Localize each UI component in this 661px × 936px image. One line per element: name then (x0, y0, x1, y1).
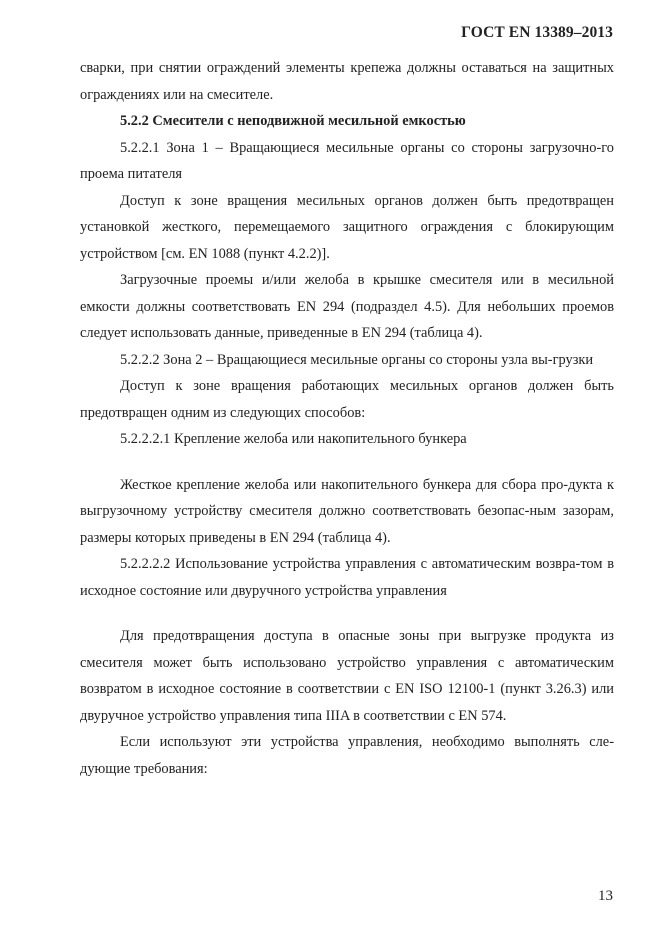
document-code: ГОСТ EN 13389–2013 (461, 24, 613, 41)
paragraph: Доступ к зоне вращения работающих месильных органов должен быть предотвращен одним из следующих способов: (80, 378, 614, 421)
paragraph: Если используют эти устройства управления, необходимо выполнять сле-дующие требования: (80, 734, 614, 777)
subsection-heading: 5.2.2.2.1 Крепление желоба или накопительного бункера (120, 431, 467, 447)
subsection-heading: 5.2.2.2 Зона 2 – Вращающиеся месильные органы со стороны узла вы-грузки (120, 351, 594, 368)
paragraph: Доступ к зоне вращения месильных органов должен быть предотвращен установкой жесткого, перемещаемого защитного ограждения с блокирующим устройством [см. EN 1088 (пункт 4.2.2)]. (80, 192, 614, 262)
subsection-heading: 5.2.2.1 Зона 1 – Вращающиеся месильные органы со стороны загрузочно-го проема питателя (80, 139, 614, 182)
paragraph: Загрузочные проемы и/или желоба в крышке смесителя или в месильной емкости должны соответствовать EN 294 (подраздел 4.5). Для небольших проемов следует использовать данные, приведенные в EN 294 (таблица 4). (80, 272, 614, 341)
body-text (80, 55, 614, 782)
page-number: 13 (598, 888, 613, 904)
paragraph: сварки, при снятии ограждений элементы крепежа должны оставаться на защитных ограждениях или на смесителе. (80, 60, 614, 103)
section-heading: 5.2.2 Смесители с неподвижной месильной емкостью (120, 113, 466, 129)
paragraph: Для предотвращения доступа в опасные зоны при выгрузке продукта из смесителя может быть использовано устройство управления с автоматическим возвратом в исходное состояние в соответствии с EN ISO 12100-1 (пункт 3.26.3) или двуручное устройство управления типа IIIA в соответствии с EN 574. (80, 628, 614, 724)
paragraph: Жесткое крепление желоба или накопительного бункера для сбора про-дукта к выгрузочному устройству смесителя должно соответствовать безопас-ным зазорам, размеры которых приведены в EN 294 (таблица 4). (80, 476, 614, 546)
subsection-heading: 5.2.2.2.2 Использование устройства управления с автоматическим возвра-том в исходное состояние или двуручного устройства управления (80, 556, 614, 599)
